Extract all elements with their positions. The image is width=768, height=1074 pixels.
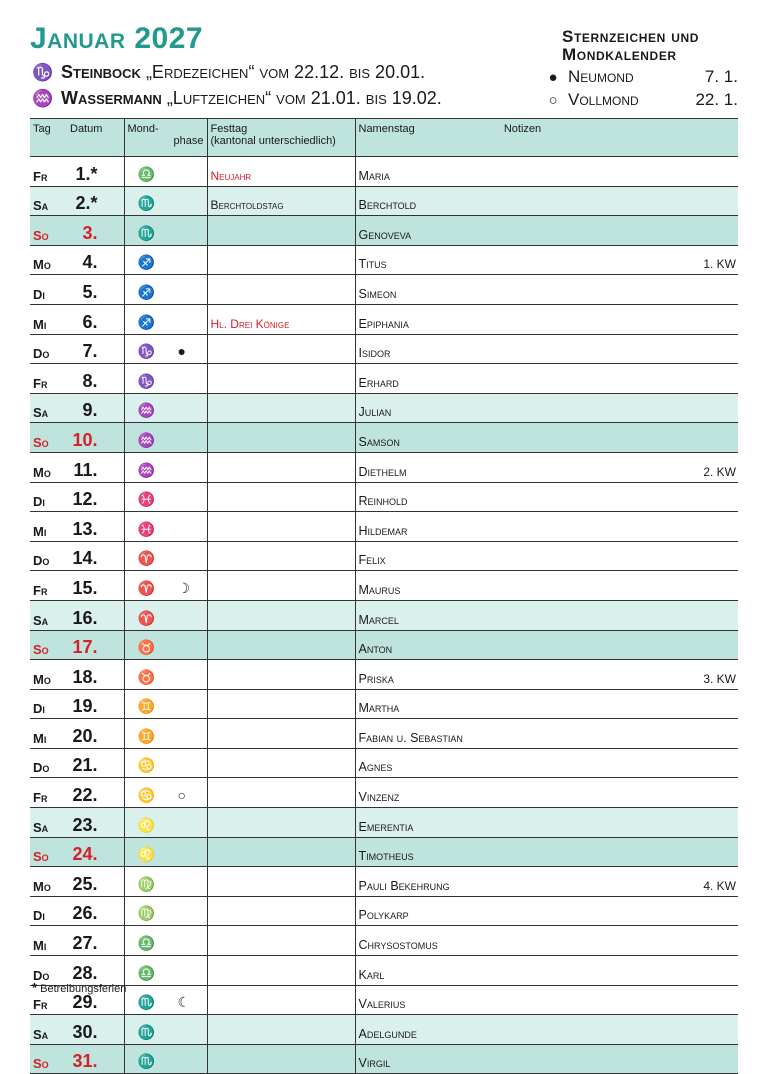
table-row <box>30 748 738 778</box>
aries-icon: ♈ <box>137 609 155 626</box>
table-row <box>30 896 738 926</box>
table-row <box>30 1044 738 1074</box>
moon-cell <box>124 956 207 986</box>
pisces-icon: ♓ <box>137 491 155 508</box>
new-moon-icon: ● <box>548 68 558 86</box>
name-day-label: Pauli Bekehrung <box>358 878 450 893</box>
weekday-cell: Fr <box>30 778 60 808</box>
moon-cell <box>124 837 207 867</box>
capricorn-icon: ♑ <box>32 63 54 82</box>
namenstag-cell <box>355 778 738 808</box>
festtag-cell <box>207 423 355 453</box>
date-cell: 29. <box>60 985 124 1015</box>
zodiac-aquarius-line <box>32 88 442 109</box>
namenstag-cell <box>355 423 738 453</box>
date-cell: 25. <box>60 867 124 897</box>
aries-icon: ♈ <box>137 579 155 596</box>
namenstag-cell <box>355 245 738 275</box>
namenstag-cell <box>355 689 738 719</box>
col-mond-line1: Mond- <box>127 123 159 135</box>
weekday-cell: Sa <box>30 186 60 216</box>
table-row <box>30 571 738 601</box>
namenstag-cell <box>355 512 738 542</box>
moon-cell <box>124 245 207 275</box>
date-cell: 28. <box>60 956 124 986</box>
libra-icon: ♎ <box>137 935 155 952</box>
moon-legend <box>542 28 738 110</box>
festtag-cell <box>207 926 355 956</box>
weekday-cell: Sa <box>30 393 60 423</box>
zodiac-period: „Luftzeichen“ vom 21.01. bis 19.02. <box>166 88 442 108</box>
table-row <box>30 630 738 660</box>
festtag-cell <box>207 956 355 986</box>
virgo-icon: ♍ <box>137 905 155 922</box>
date-cell: 13. <box>60 512 124 542</box>
legend-new-moon <box>542 67 738 87</box>
weekday-cell: Do <box>30 956 60 986</box>
legend-title-line2: Mondkalender <box>562 45 677 64</box>
weekday-cell: Mi <box>30 719 60 749</box>
name-day-label: Martha <box>358 701 400 716</box>
festtag-cell <box>207 364 355 394</box>
namenstag-cell <box>355 452 738 482</box>
namenstag-cell <box>355 985 738 1015</box>
name-day-label: Felix <box>358 553 386 568</box>
name-day-label: Agnes <box>358 760 393 775</box>
libra-icon: ♎ <box>137 165 155 182</box>
name-day-label: Hildemar <box>358 523 408 538</box>
name-day-label: Samson <box>358 434 400 449</box>
festtag-cell <box>207 541 355 571</box>
date-cell: 8. <box>60 364 124 394</box>
moon-cell <box>124 719 207 749</box>
first-quarter-icon: ☽ <box>177 579 191 596</box>
festtag-cell <box>207 630 355 660</box>
moon-cell <box>124 926 207 956</box>
table-row <box>30 275 738 305</box>
namenstag-cell <box>355 541 738 571</box>
date-cell: 4. <box>60 245 124 275</box>
festtag-cell <box>207 1015 355 1045</box>
weekday-cell: Fr <box>30 985 60 1015</box>
moon-cell <box>124 157 207 187</box>
zodiac-name: Steinbock <box>61 62 141 82</box>
table-row <box>30 541 738 571</box>
moon-cell <box>124 1044 207 1074</box>
capricorn-icon: ♑ <box>137 343 155 360</box>
name-day-label: Maurus <box>358 582 401 597</box>
date-cell: 2.* <box>60 186 124 216</box>
moon-cell <box>124 748 207 778</box>
zodiac-capricorn-line <box>32 62 425 83</box>
name-day-label: Genoveva <box>358 227 412 242</box>
date-cell: 26. <box>60 896 124 926</box>
calendar-body <box>30 157 738 1074</box>
festtag-cell <box>207 245 355 275</box>
table-row <box>30 600 738 630</box>
namenstag-cell <box>355 660 738 690</box>
weekday-cell: Mo <box>30 660 60 690</box>
name-day-label: Reinhold <box>358 494 408 509</box>
festtag-cell <box>207 985 355 1015</box>
weekday-cell: So <box>30 1044 60 1074</box>
festtag-cell: Hl. Drei Könige <box>207 304 355 334</box>
table-row <box>30 1015 738 1045</box>
gemini-icon: ♊ <box>137 727 155 744</box>
table-row <box>30 452 738 482</box>
weekday-cell: Fr <box>30 571 60 601</box>
date-cell: 22. <box>60 778 124 808</box>
date-cell: 27. <box>60 926 124 956</box>
name-day-label: Julian <box>358 405 392 420</box>
date-cell: 10. <box>60 423 124 453</box>
full-moon-icon: ○ <box>177 787 186 804</box>
moon-cell <box>124 571 207 601</box>
namenstag-cell <box>355 808 738 838</box>
moon-cell <box>124 689 207 719</box>
date-cell: 24. <box>60 837 124 867</box>
moon-cell <box>124 393 207 423</box>
moon-cell <box>124 541 207 571</box>
libra-icon: ♎ <box>137 964 155 981</box>
new-moon-date: 7. 1. <box>704 67 738 86</box>
name-day-label: Chrysostomus <box>358 938 438 953</box>
weekday-cell: Mo <box>30 452 60 482</box>
col-namenstag <box>355 119 738 157</box>
date-cell: 14. <box>60 541 124 571</box>
namenstag-cell <box>355 334 738 364</box>
scorpio-icon: ♏ <box>137 1023 155 1040</box>
table-row <box>30 423 738 453</box>
name-day-label: Titus <box>358 257 387 272</box>
new-moon-label: Neumond <box>568 67 634 86</box>
scorpio-icon: ♏ <box>137 994 155 1011</box>
table-row <box>30 778 738 808</box>
festtag-cell <box>207 660 355 690</box>
weekday-cell: Di <box>30 482 60 512</box>
zodiac-period: „Erdezeichen“ vom 22.12. bis 20.01. <box>145 62 426 82</box>
festtag-cell: Neujahr <box>207 157 355 187</box>
table-header-row <box>30 119 738 157</box>
weekday-cell: Fr <box>30 364 60 394</box>
table-row <box>30 482 738 512</box>
footnote-text: Betreibungsferien <box>40 983 127 995</box>
name-day-label: Isidor <box>358 346 391 361</box>
table-row <box>30 512 738 542</box>
col-name-label: Namenstag <box>358 123 415 135</box>
table-row <box>30 985 738 1015</box>
date-cell: 23. <box>60 808 124 838</box>
weekday-cell: Sa <box>30 600 60 630</box>
weekday-cell: Di <box>30 689 60 719</box>
weekday-cell: Sa <box>30 1015 60 1045</box>
name-day-label: Valerius <box>358 997 406 1012</box>
date-cell: 20. <box>60 719 124 749</box>
festtag-cell <box>207 1044 355 1074</box>
namenstag-cell <box>355 1015 738 1045</box>
date-cell: 30. <box>60 1015 124 1045</box>
week-number: 2. KW <box>703 464 736 479</box>
weekday-cell: Fr <box>30 157 60 187</box>
capricorn-icon: ♑ <box>137 372 155 389</box>
moon-cell <box>124 630 207 660</box>
namenstag-cell <box>355 186 738 216</box>
legend-title-line1: Sternzeichen und <box>562 27 699 46</box>
festtag-cell <box>207 600 355 630</box>
aquarius-icon: ♒ <box>137 431 155 448</box>
moon-cell <box>124 364 207 394</box>
table-row <box>30 926 738 956</box>
namenstag-cell <box>355 1044 738 1074</box>
table-row <box>30 186 738 216</box>
name-day-label: Anton <box>358 642 393 657</box>
table-row <box>30 364 738 394</box>
col-fest-line1: Festtag <box>210 123 248 135</box>
date-cell: 12. <box>60 482 124 512</box>
date-cell: 18. <box>60 660 124 690</box>
moon-cell <box>124 512 207 542</box>
namenstag-cell <box>355 748 738 778</box>
namenstag-cell <box>355 719 738 749</box>
moon-cell <box>124 482 207 512</box>
moon-cell <box>124 600 207 630</box>
table-row <box>30 808 738 838</box>
namenstag-cell <box>355 571 738 601</box>
weekday-cell: Do <box>30 541 60 571</box>
weekday-cell: Di <box>30 275 60 305</box>
festtag-cell <box>207 393 355 423</box>
namenstag-cell <box>355 867 738 897</box>
col-mondphase <box>124 119 207 157</box>
weekday-cell: Do <box>30 334 60 364</box>
aquarius-icon: ♒ <box>137 402 155 419</box>
namenstag-cell <box>355 304 738 334</box>
date-cell: 31. <box>60 1044 124 1074</box>
table-row <box>30 956 738 986</box>
date-cell: 15. <box>60 571 124 601</box>
moon-cell <box>124 778 207 808</box>
scorpio-icon: ♏ <box>137 224 155 241</box>
name-day-label: Emerentia <box>358 819 414 834</box>
festtag-cell <box>207 778 355 808</box>
weekday-cell: So <box>30 423 60 453</box>
weekday-cell: Mi <box>30 512 60 542</box>
name-day-label: Diethelm <box>358 464 407 479</box>
name-day-label: Maria <box>358 168 390 183</box>
moon-cell <box>124 896 207 926</box>
col-fest-line2: (kantonal unterschiedlich) <box>210 135 336 147</box>
new-moon-icon: ● <box>177 343 186 360</box>
namenstag-cell <box>355 482 738 512</box>
festtag-cell <box>207 334 355 364</box>
moon-cell <box>124 304 207 334</box>
namenstag-cell <box>355 926 738 956</box>
table-row <box>30 719 738 749</box>
festtag-cell <box>207 482 355 512</box>
festtag-cell <box>207 748 355 778</box>
namenstag-cell <box>355 157 738 187</box>
weekday-cell: Mi <box>30 926 60 956</box>
name-day-label: Virgil <box>358 1056 391 1071</box>
festtag-cell <box>207 452 355 482</box>
footnote <box>32 980 126 995</box>
festtag-cell <box>207 808 355 838</box>
name-day-label: Epiphania <box>358 316 409 331</box>
sagittarius-icon: ♐ <box>137 254 155 271</box>
col-datum <box>60 119 124 157</box>
festtag-cell <box>207 275 355 305</box>
table-row <box>30 304 738 334</box>
col-notizen-label: Notizen <box>503 123 542 135</box>
weekday-cell: Di <box>30 896 60 926</box>
date-cell: 11. <box>60 452 124 482</box>
name-day-label: Erhard <box>358 375 399 390</box>
legend-full-moon <box>542 90 738 110</box>
table-row <box>30 689 738 719</box>
weekday-cell: So <box>30 837 60 867</box>
namenstag-cell <box>355 630 738 660</box>
col-festtag <box>207 119 355 157</box>
date-cell: 3. <box>60 216 124 246</box>
weekday-cell: Mo <box>30 867 60 897</box>
name-day-label: Adelgunde <box>358 1026 417 1041</box>
name-day-label: Marcel <box>358 612 399 627</box>
namenstag-cell <box>355 216 738 246</box>
zodiac-name: Wassermann <box>61 88 162 108</box>
footnote-star: * <box>32 980 38 995</box>
moon-cell <box>124 452 207 482</box>
moon-cell <box>124 186 207 216</box>
moon-cell <box>124 660 207 690</box>
namenstag-cell <box>355 837 738 867</box>
scorpio-icon: ♏ <box>137 1053 155 1070</box>
moon-cell <box>124 985 207 1015</box>
moon-cell <box>124 334 207 364</box>
sagittarius-icon: ♐ <box>137 283 155 300</box>
date-cell: 21. <box>60 748 124 778</box>
table-row <box>30 393 738 423</box>
festtag-cell <box>207 571 355 601</box>
page-title: Januar 2027 <box>30 22 204 55</box>
name-day-label: Polykarp <box>358 908 409 923</box>
moon-cell <box>124 423 207 453</box>
week-number: 4. KW <box>703 878 736 893</box>
weekday-cell: So <box>30 630 60 660</box>
weekday-cell: Mi <box>30 304 60 334</box>
namenstag-cell <box>355 364 738 394</box>
moon-cell <box>124 867 207 897</box>
table-row <box>30 867 738 897</box>
table-row <box>30 245 738 275</box>
weekday-cell: Do <box>30 748 60 778</box>
taurus-icon: ♉ <box>137 668 155 685</box>
name-day-label: Simeon <box>358 286 397 301</box>
festtag-cell <box>207 512 355 542</box>
moon-cell <box>124 216 207 246</box>
weekday-cell: Mo <box>30 245 60 275</box>
full-moon-icon: ○ <box>548 91 558 109</box>
table-row <box>30 660 738 690</box>
namenstag-cell <box>355 956 738 986</box>
col-datum-label: Datum <box>70 123 103 135</box>
last-quarter-icon: ☾ <box>177 994 191 1011</box>
festtag-cell <box>207 896 355 926</box>
virgo-icon: ♍ <box>137 875 155 892</box>
name-day-label: Timotheus <box>358 849 414 864</box>
taurus-icon: ♉ <box>137 639 155 656</box>
name-day-label: Karl <box>358 967 385 982</box>
leo-icon: ♌ <box>137 816 155 833</box>
aquarius-icon: ♒ <box>137 461 155 478</box>
table-row <box>30 837 738 867</box>
festtag-cell <box>207 867 355 897</box>
weekday-cell: Sa <box>30 808 60 838</box>
date-cell: 17. <box>60 630 124 660</box>
week-number: 1. KW <box>703 257 736 272</box>
col-mond-line2: phase <box>173 135 204 147</box>
calendar-table <box>30 118 738 1074</box>
full-moon-date: 22. 1. <box>695 90 738 109</box>
moon-cell <box>124 275 207 305</box>
date-cell: 7. <box>60 334 124 364</box>
pisces-icon: ♓ <box>137 520 155 537</box>
weekday-cell: So <box>30 216 60 246</box>
scorpio-icon: ♏ <box>137 195 155 212</box>
namenstag-cell <box>355 896 738 926</box>
sagittarius-icon: ♐ <box>137 313 155 330</box>
gemini-icon: ♊ <box>137 698 155 715</box>
date-cell: 5. <box>60 275 124 305</box>
full-moon-label: Vollmond <box>568 90 639 109</box>
name-day-label: Berchtold <box>358 198 417 213</box>
table-row <box>30 157 738 187</box>
leo-icon: ♌ <box>137 846 155 863</box>
table-row <box>30 334 738 364</box>
col-tag: Tag <box>30 119 60 157</box>
festtag-cell <box>207 216 355 246</box>
date-cell: 16. <box>60 600 124 630</box>
name-day-label: Fabian u. Sebastian <box>358 730 463 745</box>
festtag-cell: Berchtoldstag <box>207 186 355 216</box>
aries-icon: ♈ <box>137 550 155 567</box>
aquarius-icon: ♒ <box>32 89 54 108</box>
moon-cell <box>124 808 207 838</box>
moon-cell <box>124 1015 207 1045</box>
cancer-icon: ♋ <box>137 757 155 774</box>
namenstag-cell <box>355 393 738 423</box>
date-cell: 6. <box>60 304 124 334</box>
week-number: 3. KW <box>703 671 736 686</box>
date-cell: 1.* <box>60 157 124 187</box>
name-day-label: Priska <box>358 671 394 686</box>
name-day-label: Vinzenz <box>358 790 400 805</box>
namenstag-cell <box>355 275 738 305</box>
table-row <box>30 216 738 246</box>
festtag-cell <box>207 837 355 867</box>
date-cell: 19. <box>60 689 124 719</box>
date-cell: 9. <box>60 393 124 423</box>
namenstag-cell <box>355 600 738 630</box>
festtag-cell <box>207 689 355 719</box>
festtag-cell <box>207 719 355 749</box>
cancer-icon: ♋ <box>137 787 155 804</box>
